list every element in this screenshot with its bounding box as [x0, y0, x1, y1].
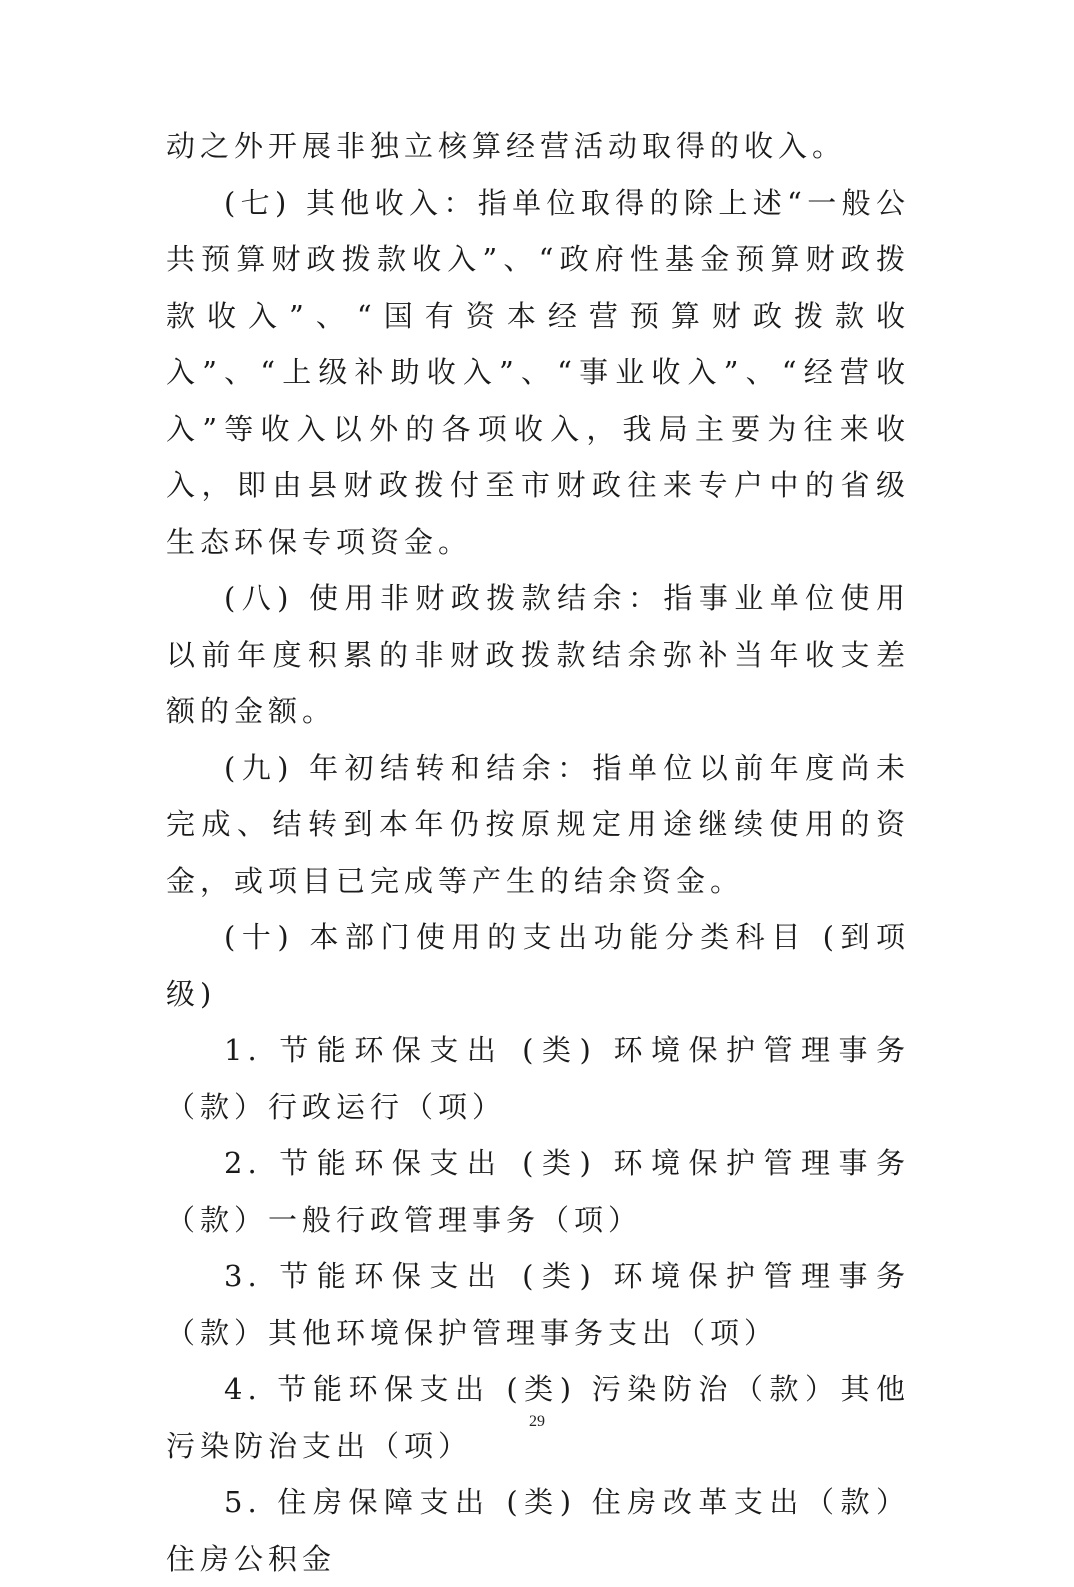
list-item-5: 5. 住房保障支出 (类) 住房改革支出（款）住房公积金	[166, 1485, 910, 1576]
list-item-3: 3. 节能环保支出 (类) 环境保护管理事务（款）其他环境保护管理事务支出（项）	[166, 1259, 910, 1350]
paragraph-other-income: (七) 其他收入：指单位取得的除上述“一般公共预算财政拨款收入”、“政府性基金预算财政拨款收入”、“国有资本经营预算财政拨款收入”、“上级补助收入”、“事业收入”、“经营收入”等收入以外的各项收入，我局主要为往来收入，即由县财政拨付至市财政往来专户中的省级生态环保专项资金。	[166, 185, 910, 559]
paragraph-expenditure-classification-heading: (十) 本部门使用的支出功能分类科目 (到项级)	[166, 920, 910, 1011]
list-item-2: 2. 节能环保支出 (类) 环境保护管理事务（款）一般行政管理事务（项）	[166, 1146, 910, 1237]
body-text	[166, 118, 910, 1587]
paragraph-continuation: 动之外开展非独立核算经营活动取得的收入。	[166, 129, 847, 163]
paragraph-non-fiscal-surplus: (八) 使用非财政拨款结余：指事业单位使用以前年度积累的非财政拨款结余弥补当年收支差额的金额。	[166, 581, 910, 728]
list-item-4: 4. 节能环保支出 (类) 污染防治（款）其他污染防治支出（项）	[166, 1372, 910, 1463]
page-number: 29	[529, 1413, 545, 1430]
paragraph-carryover-balance: (九) 年初结转和结余：指单位以前年度尚未完成、结转到本年仍按原规定用途继续使用的资金，或项目已完成等产生的结余资金。	[166, 750, 910, 898]
list-item-1: 1. 节能环保支出 (类) 环境保护管理事务（款）行政运行（项）	[166, 1033, 910, 1124]
